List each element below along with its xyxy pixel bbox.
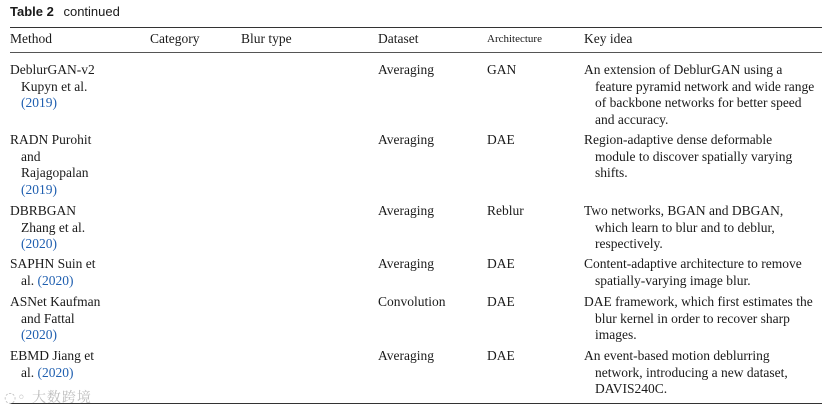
architecture-cell: DAE [487, 256, 515, 271]
method-cell [10, 62, 122, 112]
method-cell [10, 203, 122, 253]
dataset-cell: Averaging [378, 132, 434, 147]
method-authors: and [21, 148, 41, 164]
header-blur-type: Blur type [241, 31, 292, 46]
dataset-cell: Averaging [378, 203, 434, 218]
method-name: ASNet Kaufman [10, 294, 101, 309]
method-authors: and Fattal [21, 310, 75, 326]
table-caption [10, 4, 120, 19]
bottom-rule [10, 403, 822, 404]
key-idea-cell [584, 294, 824, 344]
key-idea-cell [584, 256, 824, 289]
method-authors: Zhang et al. [21, 219, 86, 235]
method-name: EBMD Jiang et [10, 348, 94, 363]
method-cell [10, 294, 122, 344]
header-category: Category [150, 31, 200, 46]
key-idea-line: images. [595, 327, 637, 342]
key-idea-line: DAVIS240C. [595, 381, 668, 396]
watermark-text: 大数跨境 [31, 390, 92, 406]
key-idea-cell [584, 62, 824, 128]
watermark-logo-icon: ◌◦ [4, 390, 27, 406]
method-name: DBRBGAN [10, 203, 77, 218]
key-idea-line: shifts. [595, 165, 628, 180]
architecture-cell: DAE [487, 132, 515, 147]
key-idea-line: Two networks, BGAN and DBGAN, [584, 203, 784, 218]
key-idea-cell [584, 348, 824, 398]
key-idea-line: which learn to blur and to deblur, [595, 219, 775, 235]
method-authors-year [10, 273, 122, 290]
key-idea-line: An extension of DeblurGAN using a [584, 62, 783, 77]
dataset-cell: Averaging [378, 62, 434, 77]
top-rule [10, 27, 822, 28]
method-cell [10, 348, 122, 381]
key-idea-line: of backbone networks for better speed [595, 95, 802, 110]
key-idea-line: Region-adaptive dense deformable [584, 132, 773, 147]
method-year-link[interactable]: (2020) [21, 327, 57, 342]
key-idea-line: DAE framework, which first estimates the [584, 294, 813, 309]
table-continued-label: continued [63, 4, 120, 19]
dataset-cell: Averaging [378, 256, 434, 271]
key-idea-cell [584, 132, 824, 182]
header-dataset: Dataset [378, 31, 419, 46]
architecture-cell: DAE [487, 348, 515, 363]
method-name: DeblurGAN-v2 [10, 62, 95, 77]
method-cell [10, 132, 122, 198]
header-method: Method [10, 31, 52, 46]
key-idea-line: respectively. [595, 236, 663, 251]
dataset-cell: Averaging [378, 348, 434, 363]
key-idea-line: Content-adaptive architecture to remove [584, 256, 802, 271]
method-year-link[interactable]: (2020) [21, 236, 57, 251]
key-idea-line: and accuracy. [595, 111, 669, 127]
key-idea-line: blur kernel in order to recover sharp [595, 310, 790, 326]
architecture-cell: GAN [487, 62, 517, 77]
header-rule [10, 52, 822, 53]
method-name: RADN Purohit [10, 132, 92, 147]
method-cell [10, 256, 122, 289]
method-year-link[interactable]: al. (2020) [21, 364, 74, 380]
method-year-link[interactable]: (2019) [21, 95, 57, 110]
watermark [4, 387, 92, 407]
key-idea-line: feature pyramid network and wide range [595, 78, 815, 94]
method-year-link[interactable]: al. (2020) [21, 272, 74, 288]
method-authors: Kupyn et al. [21, 78, 88, 94]
key-idea-line: spatially-varying image blur. [595, 272, 751, 288]
key-idea-line: module to discover spatially varying [595, 148, 793, 164]
architecture-cell: DAE [487, 294, 515, 309]
dataset-cell: Convolution [378, 294, 446, 309]
header-architecture: Architecture [487, 33, 542, 45]
method-authors: Rajagopalan [21, 165, 89, 180]
method-authors-year [10, 365, 122, 382]
key-idea-cell [584, 203, 824, 253]
key-idea-line: network, introducing a new dataset, [595, 364, 788, 380]
architecture-cell: Reblur [487, 203, 524, 218]
header-key-idea: Key idea [584, 31, 633, 46]
table-number: Table 2 [10, 4, 54, 19]
method-name: SAPHN Suin et [10, 256, 96, 271]
method-year-link[interactable]: (2019) [21, 181, 57, 197]
key-idea-line: An event-based motion deblurring [584, 348, 770, 363]
